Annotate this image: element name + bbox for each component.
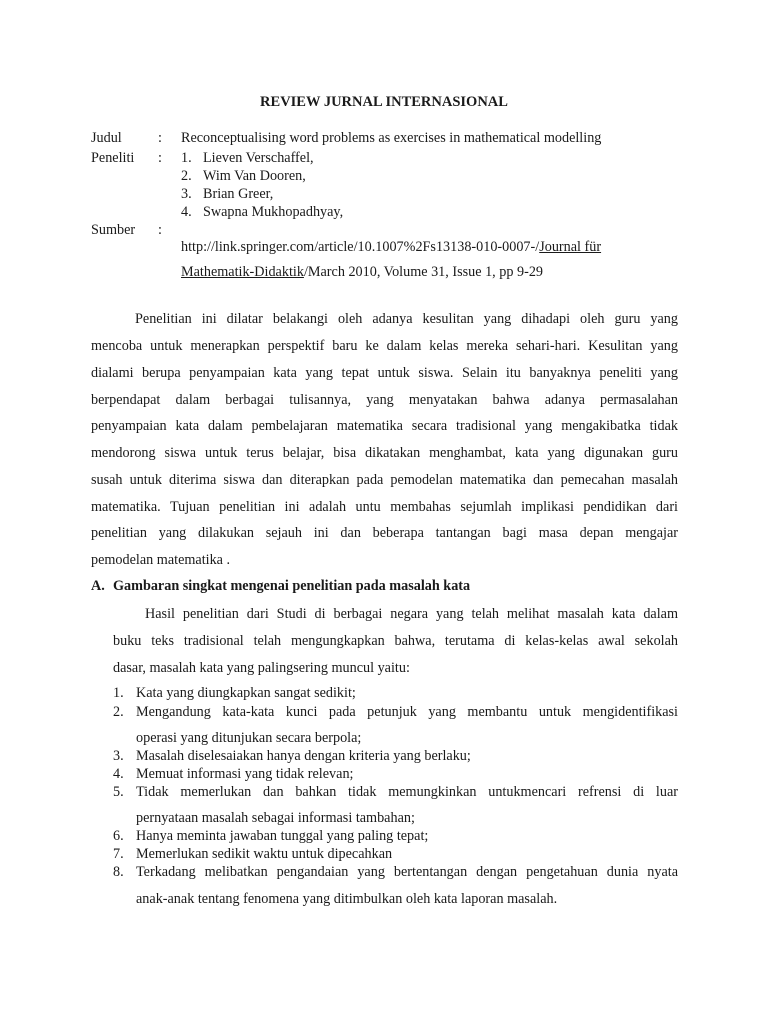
peneliti-num: 4. bbox=[181, 204, 192, 220]
section-a-heading: Gambaran singkat mengenai penelitian pada masalah kata bbox=[113, 578, 471, 594]
journal-link-part1[interactable]: Journal für bbox=[539, 239, 602, 255]
list-item-text: Memuat informasi yang tidak relevan; bbox=[136, 766, 354, 782]
peneliti-num: 1. bbox=[181, 150, 192, 166]
judul-label: Judul bbox=[91, 130, 122, 146]
section-a-para-line: buku teks tradisional telah mengungkapkan bahwa, terutama di kelas-kelas awal sekolah bbox=[113, 633, 678, 649]
peneliti-name: Wim Van Dooren, bbox=[203, 168, 306, 184]
intro-line: dialami berupa penyampaian kata yang tepat untuk siswa. Selain itu banyaknya peneliti yang bbox=[91, 365, 678, 381]
list-item-text: Terkadang melibatkan pengandaian yang bertentangan dengan pengetahuan dunia nyata bbox=[136, 864, 678, 880]
intro-line: penelitian yang dilakukan sejauh ini dan beberapa tantangan bagi masa depan mengajar bbox=[91, 525, 678, 541]
list-item-text: Tidak memerlukan dan bahkan tidak memungkinkan untukmencari refrensi di luar bbox=[136, 784, 678, 800]
peneliti-name: Brian Greer, bbox=[203, 186, 274, 202]
list-item-number: 4. bbox=[113, 766, 124, 782]
sumber-line-1 bbox=[181, 239, 601, 256]
intro-line: matematika. Tujuan penelitian ini adalah untu membahas sejumlah implikasi pendidikan dari bbox=[91, 499, 678, 515]
intro-line: berpendapat dalam berbagai tulisannya, yang menyatakan bahwa adanya permasalahan bbox=[91, 392, 678, 408]
peneliti-label: Peneliti bbox=[91, 150, 135, 166]
journal-link-part2[interactable]: Mathematik-Didaktik bbox=[181, 264, 304, 280]
intro-line: pemodelan matematika . bbox=[91, 552, 231, 568]
peneliti-name: Lieven Verschaffel, bbox=[203, 150, 314, 166]
intro-line: mencoba untuk menerapkan perspektif baru ke dalam kelas mereka sehari-hari. Kesulitan yang bbox=[91, 338, 678, 354]
sumber-rest: /March 2010, Volume 31, Issue 1, pp 9-29 bbox=[303, 264, 544, 280]
intro-line: susah untuk diterima siswa dan diterapkan pada pemodelan matematika dan pemecahan masalah bbox=[91, 472, 678, 488]
list-item-number: 1. bbox=[113, 685, 124, 701]
list-item-text: pernyataan masalah sebagai informasi tambahan; bbox=[136, 810, 415, 826]
sumber-url: http://link.springer.com/article/10.1007%2Fs13138-010-0007-/ bbox=[181, 239, 540, 255]
page-title: REVIEW JURNAL INTERNASIONAL bbox=[260, 94, 508, 110]
peneliti-num: 2. bbox=[181, 168, 192, 184]
intro-line: Penelitian ini dilatar belakangi oleh adanya kesulitan yang dihadapi oleh guru yang bbox=[135, 311, 678, 327]
intro-line: penyampaian kata dalam pembelajaran matematika secara tradisional yang mengakibatka tidak bbox=[91, 418, 678, 434]
sumber-line-2 bbox=[181, 264, 543, 281]
sumber-label: Sumber bbox=[91, 222, 136, 238]
list-item-text: Mengandung kata-kata kunci pada petunjuk yang membantu untuk mengidentifikasi bbox=[136, 704, 678, 720]
list-item-text: operasi yang ditunjukan secara berpola; bbox=[136, 730, 362, 746]
list-item-text: Masalah diselesaiakan hanya dengan kriteria yang berlaku; bbox=[136, 748, 471, 764]
section-a-para-line: dasar, masalah kata yang palingsering muncul yaitu: bbox=[113, 660, 410, 676]
peneliti-num: 3. bbox=[181, 186, 192, 202]
judul-colon: : bbox=[158, 130, 162, 146]
list-item-number: 7. bbox=[113, 846, 124, 862]
sumber-colon: : bbox=[158, 222, 162, 238]
intro-line: mendorong siswa untuk terus belajar, bisa dikatakan menghambat, kata yang digunakan guru bbox=[91, 445, 678, 461]
list-item-number: 2. bbox=[113, 704, 124, 720]
list-item-text: Memerlukan sedikit waktu untuk dipecahkan bbox=[136, 846, 393, 862]
list-item-number: 3. bbox=[113, 748, 124, 764]
list-item-number: 8. bbox=[113, 864, 124, 880]
list-item-text: Kata yang diungkapkan sangat sedikit; bbox=[136, 685, 356, 701]
list-item-number: 6. bbox=[113, 828, 124, 844]
list-item-number: 5. bbox=[113, 784, 124, 800]
list-item-text: Hanya meminta jawaban tunggal yang paling tepat; bbox=[136, 828, 429, 844]
peneliti-colon: : bbox=[158, 150, 162, 166]
section-a-para-line: Hasil penelitian dari Studi di berbagai negara yang telah melihat masalah kata dalam bbox=[145, 606, 678, 622]
list-item-text: anak-anak tentang fenomena yang ditimbulkan oleh kata laporan masalah. bbox=[136, 891, 558, 907]
judul-value: Reconceptualising word problems as exercises in mathematical modelling bbox=[181, 130, 602, 146]
peneliti-name: Swapna Mukhopadhyay, bbox=[203, 204, 344, 220]
section-a-label: A. bbox=[91, 578, 105, 594]
